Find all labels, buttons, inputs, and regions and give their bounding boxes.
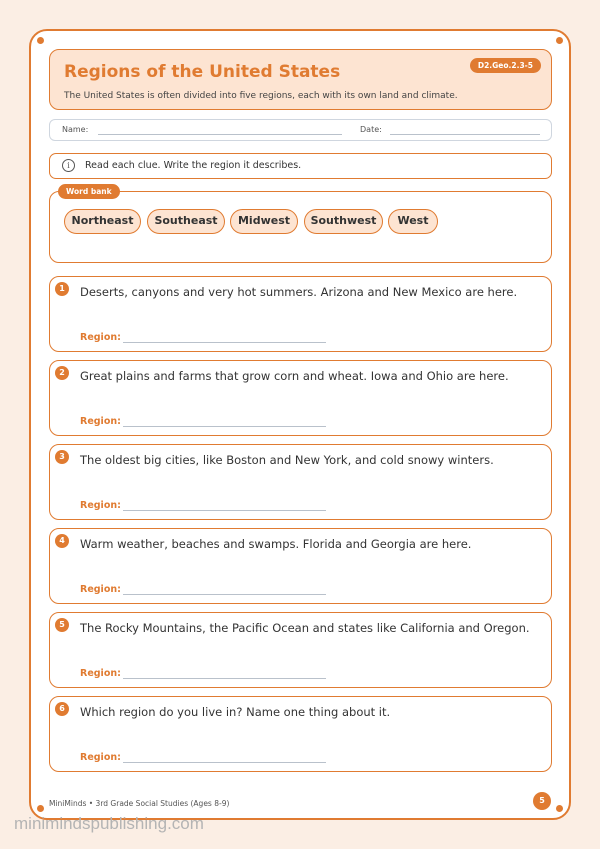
question-number: 5 <box>55 618 69 632</box>
word-chip: Southwest <box>304 209 383 234</box>
region-label: Region: <box>80 584 121 595</box>
info-icon: i <box>62 159 75 172</box>
region-label: Region: <box>80 500 121 511</box>
question-number: 1 <box>55 282 69 296</box>
word-bank <box>49 187 552 263</box>
question-number: 3 <box>55 450 69 464</box>
question-card <box>49 444 552 520</box>
question-number: 2 <box>55 366 69 380</box>
question-card <box>49 360 552 436</box>
region-label: Region: <box>80 752 121 763</box>
page-subtitle: The United States is often divided into five regions, each with its own land and climate. <box>64 91 458 101</box>
standard-code-badge: D2.Geo.2.3-5 <box>470 58 541 73</box>
page-number: 5 <box>533 792 551 810</box>
question-clue: The oldest big cities, like Boston and New York, and cold snowy winters. <box>80 453 494 467</box>
date-field[interactable] <box>390 134 540 135</box>
region-label: Region: <box>80 668 121 679</box>
corner-dot <box>37 37 44 44</box>
question-clue: Which region do you live in? Name one thing about it. <box>80 705 391 719</box>
region-label: Region: <box>80 332 121 343</box>
region-answer-line[interactable] <box>123 510 326 511</box>
word-chip: Northeast <box>64 209 141 234</box>
footer-credit: MiniMinds • 3rd Grade Social Studies (Ages 8-9) <box>49 799 230 808</box>
name-field[interactable] <box>98 134 342 135</box>
region-answer-line[interactable] <box>123 426 326 427</box>
question-card <box>49 696 552 772</box>
name-label: Name: <box>62 125 89 134</box>
question-clue: Great plains and farms that grow corn and wheat. Iowa and Ohio are here. <box>80 369 509 383</box>
worksheet-header <box>49 49 552 110</box>
region-answer-line[interactable] <box>123 342 326 343</box>
question-card <box>49 276 552 352</box>
region-answer-line[interactable] <box>123 762 326 763</box>
region-answer-line[interactable] <box>123 594 326 595</box>
instructions-box <box>49 153 552 179</box>
question-number: 4 <box>55 534 69 548</box>
word-bank-label: Word bank <box>58 184 120 199</box>
question-clue: The Rocky Mountains, the Pacific Ocean and states like California and Oregon. <box>80 621 530 635</box>
question-card <box>49 612 552 688</box>
date-label: Date: <box>360 125 382 134</box>
instructions-text: Read each clue. Write the region it describes. <box>85 160 302 171</box>
word-chip: West <box>388 209 438 234</box>
question-card <box>49 528 552 604</box>
region-answer-line[interactable] <box>123 678 326 679</box>
corner-dot <box>37 805 44 812</box>
page-title: Regions of the United States <box>64 62 341 82</box>
region-label: Region: <box>80 416 121 427</box>
worksheet-page <box>29 29 571 820</box>
word-chip: Midwest <box>230 209 298 234</box>
watermark: minimindspublishing.com <box>14 814 204 833</box>
word-chip: Southeast <box>147 209 225 234</box>
name-date-row <box>49 119 552 141</box>
question-clue: Deserts, canyons and very hot summers. Arizona and New Mexico are here. <box>80 285 518 299</box>
question-number: 6 <box>55 702 69 716</box>
corner-dot <box>556 805 563 812</box>
question-clue: Warm weather, beaches and swamps. Florida and Georgia are here. <box>80 537 472 551</box>
corner-dot <box>556 37 563 44</box>
